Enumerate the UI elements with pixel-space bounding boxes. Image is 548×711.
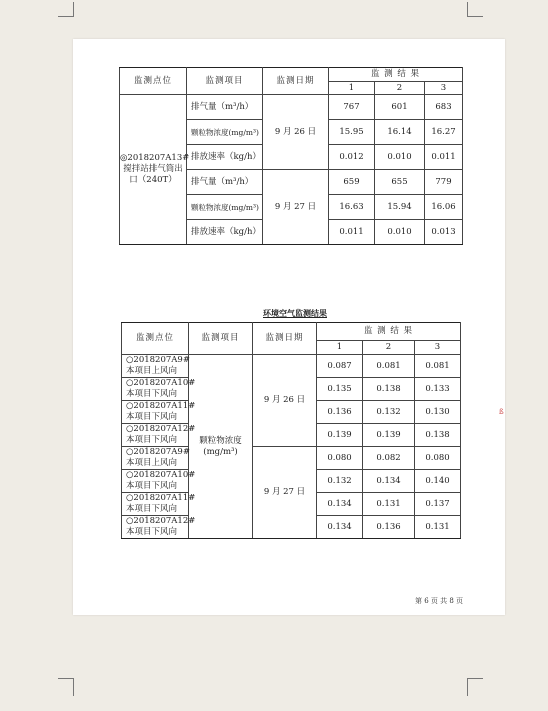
header-col-1: 1 — [329, 82, 375, 95]
item-cell: 排气量（m³/h） — [187, 95, 263, 120]
header-col-3: 3 — [415, 341, 461, 355]
value-cell: 0.134 — [317, 493, 363, 516]
value-cell: 0.130 — [415, 401, 461, 424]
value-cell: 601 — [375, 95, 425, 120]
value-cell: 0.131 — [363, 493, 415, 516]
value-cell: 0.140 — [415, 470, 461, 493]
crop-mark — [467, 2, 468, 17]
value-cell: 15.95 — [329, 120, 375, 145]
value-cell: 0.132 — [317, 470, 363, 493]
value-cell: 655 — [375, 170, 425, 195]
monitoring-point: ○2018207A12# 本项目下风向 — [122, 424, 189, 447]
value-cell: 16.06 — [425, 195, 463, 220]
value-cell: 683 — [425, 95, 463, 120]
value-cell: 0.133 — [415, 378, 461, 401]
header-point: 监测点位 — [120, 68, 187, 95]
header-date: 监测日期 — [253, 323, 317, 355]
value-cell: 0.010 — [375, 145, 425, 170]
value-cell: 0.134 — [317, 516, 363, 539]
date-cell: 9 月 27 日 — [263, 170, 329, 245]
value-cell: 0.131 — [415, 516, 461, 539]
value-cell: 0.012 — [329, 145, 375, 170]
table-caption: 环境空气监测结果 — [263, 308, 327, 318]
ambient-air-table — [121, 322, 461, 539]
value-cell: 0.081 — [415, 355, 461, 378]
monitoring-point: ○2018207A11# 本项目下风向 — [122, 401, 189, 424]
monitoring-point: ○2018207A10# 本项目下风向 — [122, 378, 189, 401]
crop-mark — [73, 2, 74, 17]
value-cell: 16.27 — [425, 120, 463, 145]
item-cell: 排放速率（kg/h） — [187, 220, 263, 245]
item-cell: 颗粒物浓度 (mg/m³) — [189, 355, 253, 539]
header-col-2: 2 — [375, 82, 425, 95]
crop-mark — [58, 16, 74, 17]
monitoring-point: ○2018207A12# 本项目下风向 — [122, 516, 189, 539]
value-cell: 0.011 — [425, 145, 463, 170]
value-cell: 0.139 — [317, 424, 363, 447]
item-cell: 排放速率（kg/h） — [187, 145, 263, 170]
value-cell: 0.011 — [329, 220, 375, 245]
crop-mark — [58, 678, 74, 679]
value-cell: 0.081 — [363, 355, 415, 378]
value-cell: 0.134 — [363, 470, 415, 493]
page-footer: 第 6 页 共 8 页 — [415, 597, 464, 605]
header-col-3: 3 — [425, 82, 463, 95]
date-cell: 9 月 26 日 — [253, 355, 317, 447]
crop-mark — [467, 678, 483, 679]
value-cell: 0.013 — [425, 220, 463, 245]
monitoring-point: ○2018207A9# 本项目上风向 — [122, 447, 189, 470]
value-cell: 779 — [425, 170, 463, 195]
monitoring-point: ◎2018207A13# 搅拌站排气筒出 口（240T） — [120, 95, 187, 245]
item-cell: 颗粒物浓度(mg/m³) — [187, 195, 263, 220]
item-cell: 排气量（m³/h） — [187, 170, 263, 195]
crop-mark — [467, 16, 483, 17]
value-cell: 0.082 — [363, 447, 415, 470]
value-cell: 0.135 — [317, 378, 363, 401]
crop-mark — [73, 678, 74, 696]
margin-mark: ß — [499, 408, 504, 416]
header-results: 监 测 结 果 — [317, 323, 461, 341]
item-cell: 颗粒物浓度(mg/m³) — [187, 120, 263, 145]
header-col-1: 1 — [317, 341, 363, 355]
crop-mark — [467, 678, 468, 696]
value-cell: 0.080 — [317, 447, 363, 470]
value-cell: 15.94 — [375, 195, 425, 220]
value-cell: 0.137 — [415, 493, 461, 516]
value-cell: 0.138 — [363, 378, 415, 401]
header-point: 监测点位 — [122, 323, 189, 355]
exhaust-monitoring-table — [119, 67, 463, 245]
value-cell: 0.132 — [363, 401, 415, 424]
value-cell: 0.136 — [317, 401, 363, 424]
monitoring-point: ○2018207A9# 本项目上风向 — [122, 355, 189, 378]
value-cell: 0.010 — [375, 220, 425, 245]
header-col-2: 2 — [363, 341, 415, 355]
value-cell: 16.14 — [375, 120, 425, 145]
value-cell: 0.087 — [317, 355, 363, 378]
value-cell: 16.63 — [329, 195, 375, 220]
header-date: 监测日期 — [263, 68, 329, 95]
date-cell: 9 月 27 日 — [253, 447, 317, 539]
document-page — [73, 39, 505, 615]
monitoring-point: ○2018207A10# 本项目下风向 — [122, 470, 189, 493]
date-cell: 9 月 26 日 — [263, 95, 329, 170]
header-item: 监测项目 — [189, 323, 253, 355]
value-cell: 0.136 — [363, 516, 415, 539]
monitoring-point: ○2018207A11# 本项目下风向 — [122, 493, 189, 516]
value-cell: 767 — [329, 95, 375, 120]
value-cell: 659 — [329, 170, 375, 195]
header-item: 监测项目 — [187, 68, 263, 95]
value-cell: 0.080 — [415, 447, 461, 470]
header-results: 监 测 结 果 — [329, 68, 463, 82]
value-cell: 0.138 — [415, 424, 461, 447]
value-cell: 0.139 — [363, 424, 415, 447]
